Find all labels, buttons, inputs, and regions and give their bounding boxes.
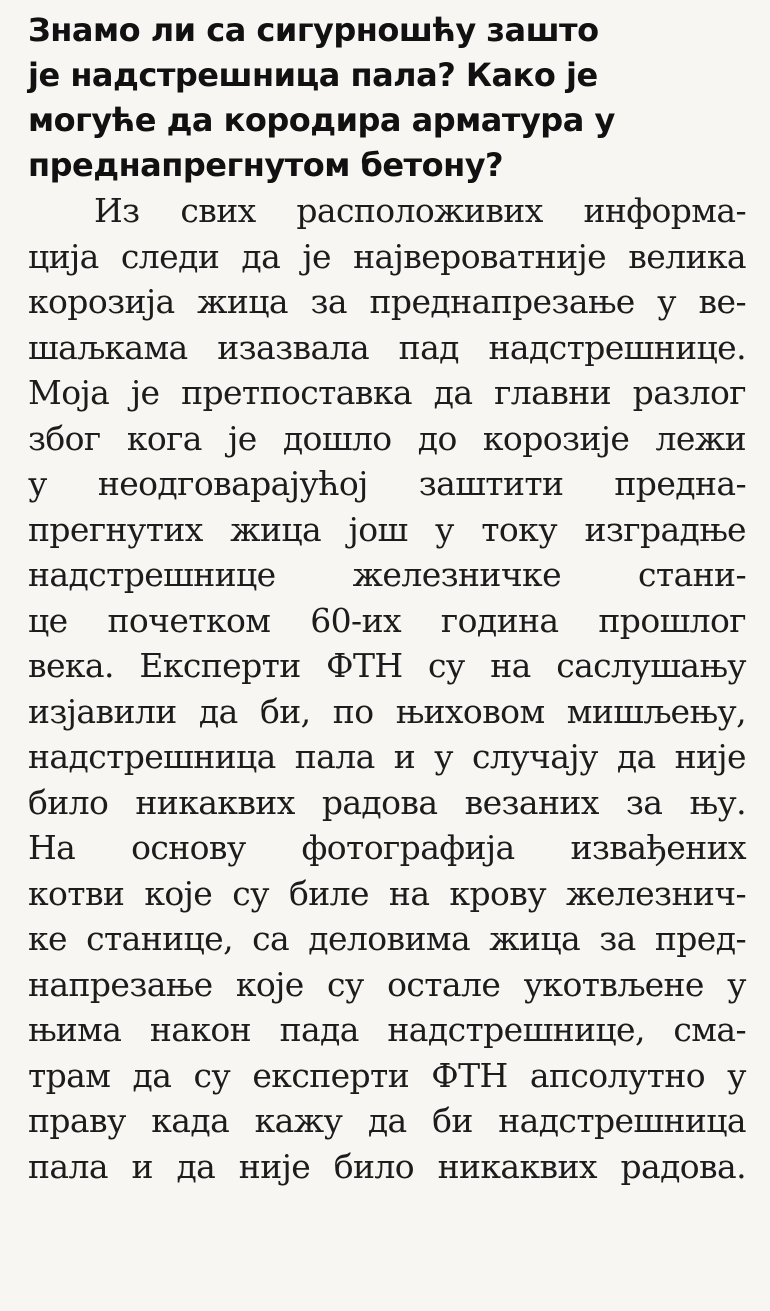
answer-line: због кога је дошло до корозије лежи [28,418,746,458]
answer-line: ција следи да је највероватније велика [28,236,746,276]
answer-line: пала и да није било никаквих радова. [28,1146,746,1186]
answer-line: њима након пада надстрешнице, сма- [28,1010,746,1049]
answer-paragraph [28,188,746,1189]
answer-line: це почетком 60-их година прошлог [28,600,746,640]
answer-line: ке станице, са деловима жица за пред- [28,919,746,958]
answer-line: Из свих расположивих информа- [94,191,746,230]
interview-question [28,8,746,188]
answer-line: котви које су биле на крову железнич- [28,873,746,913]
answer-line: Моја је претпоставка да главни разлог [28,373,746,412]
answer-line: надстрешнице железничке стани- [28,555,746,594]
question-line: Знамо ли са сигурношћу зашто [28,11,599,49]
answer-line: шаљкама изазвала пад надстрешнице. [28,327,746,367]
answer-line: било никаквих радова везаних за њу. [28,782,746,822]
answer-line: На основу фотографија извађених [28,828,746,867]
answer-line: изјавили да би, по њиховом мишљењу, [28,691,746,731]
answer-line: трам да су експерти ФТН апсолутно у [28,1055,746,1095]
answer-line: надстрешница пала и у случају да није [28,737,746,776]
answer-line: корозија жица за преднапрезање у ве- [28,282,746,321]
answer-line: прегнутих жица још у току изградње [28,509,746,549]
question-line: могуће да кородира арматура у [28,101,615,139]
answer-line: праву када кажу да би надстрешница [28,1101,746,1140]
question-line: преднапрегнутом бетону? [28,146,504,184]
answer-line: у неодговарајућој заштити предна- [28,464,746,503]
answer-line: напрезање које су остале укотвљене у [28,964,746,1004]
question-line: је надстрешница пала? Како је [28,56,598,94]
answer-line: века. Експерти ФТН су на саслушању [28,646,746,685]
